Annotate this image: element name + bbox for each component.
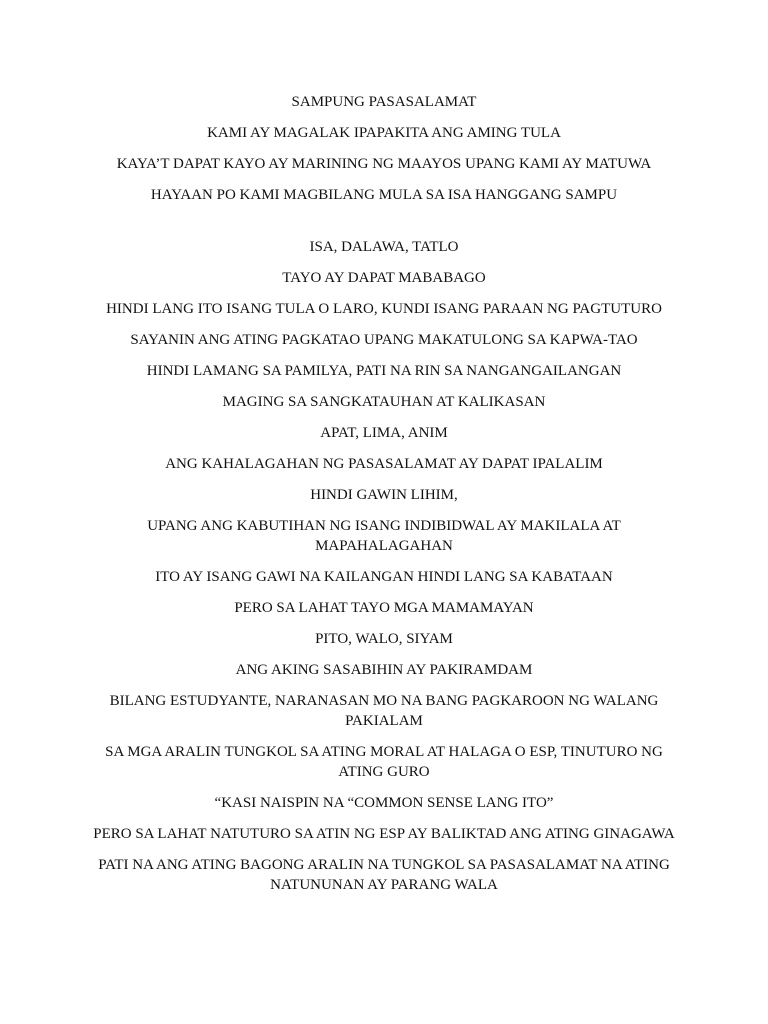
stanza-body [90,237,678,895]
poem-line: BILANG ESTUDYANTE, NARANASAN MO NA BANG PAGKAROON NG WALANG PAKIALAM [109,693,659,729]
poem-line: KAMI AY MAGALAK IPAPAKITA ANG AMING TULA [207,125,561,141]
poem-line: ISA, DALAWA, TATLO [309,239,459,255]
poem-line: MAGING SA SANGKATAUHAN AT KALIKASAN [222,394,546,410]
poem-line: ANG KAHALAGAHAN NG PASASALAMAT AY DAPAT IPALALIM [165,456,603,472]
poem-line: ANG AKING SASABIHIN AY PAKIRAMDAM [235,662,533,678]
poem-line: ITO AY ISANG GAWI NA KAILANGAN HINDI LANG SA KABATAAN [155,569,613,585]
poem-line: TAYO AY DAPAT MABABAGO [282,270,486,286]
poem-line: “KASI NAISPIN NA “COMMON SENSE LANG ITO” [214,795,554,811]
poem-line: HINDI GAWIN LIHIM, [310,487,458,503]
poem-line: KAYA’T DAPAT KAYO AY MARINING NG MAAYOS UPANG KAMI AY MATUWA [116,156,652,172]
poem-line: PERO SA LAHAT NATUTURO SA ATIN NG ESP AY BALIKTAD ANG ATING GINAGAWA [93,826,675,842]
poem-line: HINDI LANG ITO ISANG TULA O LARO, KUNDI ISANG PARAAN NG PAGTUTURO [106,301,662,317]
poem-line: UPANG ANG KABUTIHAN NG ISANG INDIBIDWAL AY MAKILALA AT MAPAHALAGAHAN [147,518,621,554]
poem-line: PERO SA LAHAT TAYO MGA MAMAMAYAN [234,600,534,616]
poem-title: SAMPUNG PASASALAMAT [291,94,477,110]
poem-line: HINDI LAMANG SA PAMILYA, PATI NA RIN SA NANGANGAILANGAN [146,363,622,379]
poem-line: PITO, WALO, SIYAM [315,631,453,647]
poem-line: SAYANIN ANG ATING PAGKATAO UPANG MAKATULONG SA KAPWA-TAO [130,332,638,348]
poem-line: SA MGA ARALIN TUNGKOL SA ATING MORAL AT HALAGA O ESP, TINUTURO NG ATING GURO [105,744,663,780]
poem-line: HAYAAN PO KAMI MAGBILANG MULA SA ISA HANGGANG SAMPU [150,187,618,203]
stanza-intro [90,92,678,205]
poem-line: PATI NA ANG ATING BAGONG ARALIN NA TUNGKOL SA PASASALAMAT NA ATING NATUNUNAN AY PARANG WALA [98,857,670,893]
poem-line: APAT, LIMA, ANIM [320,425,448,441]
